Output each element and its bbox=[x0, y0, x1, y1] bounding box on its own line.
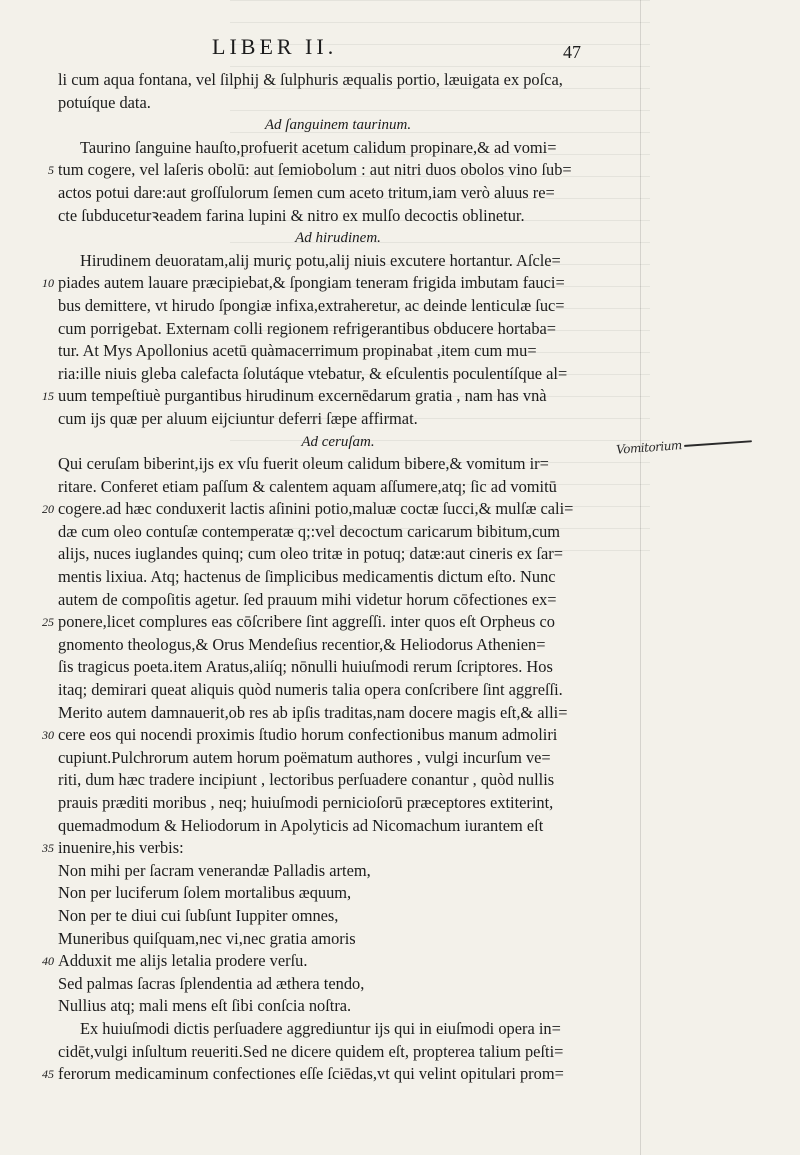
line-number: 30 bbox=[42, 728, 54, 743]
text-line bbox=[58, 656, 618, 679]
verse-line bbox=[42, 950, 618, 973]
line-text: Muneribus quiſquam,nec vi,nec gratia amoris bbox=[58, 928, 356, 948]
line-number: 35 bbox=[42, 841, 54, 856]
text-line bbox=[58, 453, 618, 476]
annotation-text: Vomitorium bbox=[615, 438, 683, 457]
text-line bbox=[42, 385, 618, 408]
verse-line bbox=[58, 860, 618, 883]
text-line bbox=[42, 498, 618, 521]
text-line bbox=[58, 521, 618, 544]
line-text: Adduxit me alijs letalia prodere verſu. bbox=[58, 951, 308, 971]
line-text: potuíque data. bbox=[58, 92, 151, 112]
text-line bbox=[58, 747, 618, 770]
text-line bbox=[42, 837, 618, 860]
line-text: itaq; demirari queat aliquis quòd numeris talia opera conſcribere ſint aggreſſi. bbox=[58, 680, 563, 700]
text-line bbox=[58, 69, 618, 92]
text-line bbox=[58, 792, 618, 815]
text-line bbox=[58, 205, 618, 228]
line-text: gnomento theologus,& Orus Mendeſius recentior,& Heliodorus Athenien= bbox=[58, 634, 546, 654]
text-line bbox=[58, 566, 618, 589]
section-heading bbox=[58, 431, 618, 454]
handwritten-margin-note bbox=[616, 433, 752, 456]
section-heading bbox=[58, 114, 618, 137]
text-line bbox=[58, 92, 618, 115]
line-text: tum cogere, vel laſeris obolū: aut ſemiobolum : aut nitri duos obolos vino ſub= bbox=[58, 160, 572, 180]
line-text: Hirudinem deuoratam,alij muriç potu,alij niuis excutere hortantur. Aſcle= bbox=[80, 250, 561, 270]
page-number: 47 bbox=[563, 42, 581, 62]
line-text: Non per te diui cui ſubſunt Iuppiter omnes, bbox=[58, 905, 339, 925]
line-text: autem de compoſitis agetur. ſed prauum mihi videtur horum cōfectiones ex= bbox=[58, 589, 557, 609]
text-line bbox=[58, 543, 618, 566]
line-text: prauis præditi moribus , neq; huiuſmodi pernicioſorū præceptores extiterint, bbox=[58, 793, 554, 812]
text-line bbox=[58, 250, 618, 273]
text-line bbox=[48, 159, 618, 182]
text-line bbox=[58, 318, 618, 341]
annotation-underline bbox=[684, 440, 752, 447]
text-line bbox=[58, 340, 618, 363]
line-text: dæ cum oleo contuſæ contemperatæ q;:vel decoctum caricarum bibitum,cum bbox=[58, 521, 561, 541]
line-number: 40 bbox=[42, 954, 54, 969]
text-line bbox=[42, 724, 618, 747]
line-text: quemadmodum & Heliodorum in Apolyticis ad Nicomachum iurantem eſt bbox=[58, 815, 544, 835]
line-number: 25 bbox=[42, 615, 54, 630]
body-text bbox=[42, 69, 618, 1086]
line-text: cere eos qui nocendi proximis ſtudio horum confectionibus manum admoliri bbox=[58, 725, 558, 745]
text-line bbox=[58, 679, 618, 702]
line-text: Non per luciferum ſolem mortalibus æquum, bbox=[58, 883, 352, 903]
text-line bbox=[58, 363, 618, 386]
verse-line bbox=[58, 973, 618, 996]
line-text: cte ſubduceturꝛeadem farina lupini & nitro ex mulſo decoctis oblinetur. bbox=[58, 205, 525, 225]
text-line bbox=[58, 769, 618, 792]
line-number: 5 bbox=[48, 163, 54, 178]
verse-line bbox=[58, 882, 618, 905]
line-text: ritare. Conferet etiam paſſum & calentem aquam aſſumere,atq; ſic ad vomitū bbox=[58, 476, 557, 496]
line-text: cum iјs quæ per aluum eiјciuntur deferri ſæpe affirmat. bbox=[58, 408, 418, 428]
line-text: ſis tragicus poeta.item Aratus,aliíq; nōnulli huiuſmodi rerum ſcriptores. Hos bbox=[58, 657, 553, 677]
text-line bbox=[58, 634, 618, 657]
line-text: Ad ſanguinem taurinum. bbox=[264, 117, 412, 134]
line-text: riti, dum hæc tradere incipiunt , lectoribus perſuadere conantur , quòd nullis bbox=[58, 770, 555, 790]
section-heading bbox=[58, 227, 618, 250]
text-line bbox=[58, 815, 618, 838]
line-text: Ad hirudinem. bbox=[295, 230, 381, 247]
text-line bbox=[58, 182, 618, 205]
line-text: ferorum medicaminum confectiones eſſe ſciēdas,vt qui velint opitulari prom= bbox=[58, 1064, 564, 1084]
line-text: Taurino ſanguine hauſto,profuerit acetum calidum propinare,& ad vomi= bbox=[80, 137, 557, 157]
line-text: ponere,licet complures eas cōſcribere ſint aggreſſi. inter quos eſt Orpheus co bbox=[58, 612, 556, 632]
text-line bbox=[58, 137, 618, 160]
line-text: cum porrigebat. Externam colli regionem refrigerantibus obducere hortaba= bbox=[58, 318, 557, 338]
running-head-title: LIBER II. bbox=[212, 34, 338, 59]
line-text: cidēt,vulgi inſultum reueriti.Sed ne dicere quidem eſt, propterea talium peſti= bbox=[58, 1041, 564, 1061]
text-line bbox=[58, 702, 618, 725]
line-text: Ad ceruſam. bbox=[301, 433, 375, 450]
line-text: alijs, nuces iuglandes quinq; cum oleo tritæ in potuq; datæ:aut cineris ex ſar= bbox=[58, 544, 563, 564]
text-line bbox=[58, 1041, 618, 1064]
line-text: Merito autem damnauerit,ob res ab ipſis traditas,nam docere magis eſt,& alli= bbox=[58, 702, 568, 722]
text-line bbox=[58, 476, 618, 499]
line-text: actos potui dare:aut groſſulorum ſemen cum aceto tritum,iam verò aluus re= bbox=[58, 182, 555, 202]
line-text: Qui ceruſam biberint,iјs ex vſu fuerit oleum calidum bibere,& vomitum ir= bbox=[58, 454, 549, 474]
line-text: bus demittere, vt hirudo ſpongiæ infixa,extraheretur, ac deinde lenticulæ ſuc= bbox=[58, 295, 565, 315]
line-text: Sed palmas ſacras ſplendentia ad æthera tendo, bbox=[58, 973, 365, 993]
line-text: Nullius atq; mali mens eſt ſibi conſcia noſtra. bbox=[58, 996, 352, 1016]
verse-line bbox=[58, 928, 618, 951]
line-number: 20 bbox=[42, 502, 54, 517]
line-text: tur. At Mys Apollonius acetū quàmacerrimum propinabat ,item cum mu= bbox=[58, 341, 537, 361]
line-text: mentis lixiua. Atq; hactenus de ſimplicibus medicamentis dictum eſto. Nunc bbox=[58, 567, 556, 587]
text-line bbox=[42, 1063, 618, 1086]
line-text: cupiunt.Pulchrorum autem horum poëmatum authores , vulgi incurſum ve= bbox=[58, 747, 551, 767]
line-text: Non mihi per ſacram venerandæ Palladis artem, bbox=[58, 860, 371, 880]
margin-fold-line bbox=[640, 0, 641, 1155]
verse-line bbox=[58, 905, 618, 928]
line-text: uum tempeſtiuè purgantibus hirudinum excernēdarum gratia , nam has vnà bbox=[58, 386, 547, 406]
line-text: piades autem lauare præcipiebat,& ſpongiam teneram frigida imbutam fauci= bbox=[58, 273, 565, 293]
text-line bbox=[42, 611, 618, 634]
line-text: Ex huiuſmodi dictis perſuadere aggrediuntur iјs qui in eiuſmodi opera in= bbox=[80, 1018, 561, 1038]
text-line bbox=[58, 408, 618, 431]
text-line bbox=[58, 295, 618, 318]
line-text: li cum aqua fontana, vel ſilphij & ſulphuris æqualis portio, læuigata ex poſca, bbox=[58, 70, 563, 89]
line-number: 45 bbox=[42, 1067, 54, 1082]
text-line bbox=[42, 272, 618, 295]
line-number: 10 bbox=[42, 276, 54, 291]
text-line bbox=[58, 1018, 618, 1041]
line-number: 15 bbox=[42, 389, 54, 404]
line-text: ria:ille niuis gleba calefacta ſolutáque vtebatur, & eſculentis poculentíſque al= bbox=[58, 363, 568, 383]
text-line bbox=[58, 589, 618, 612]
verse-line bbox=[58, 995, 618, 1018]
line-text: inuenire,his verbis: bbox=[58, 838, 184, 858]
line-text: cogere.ad hæc conduxerit lactis aſinini potio,maluæ coctæ ſucci,& mulſæ cali= bbox=[58, 499, 574, 519]
